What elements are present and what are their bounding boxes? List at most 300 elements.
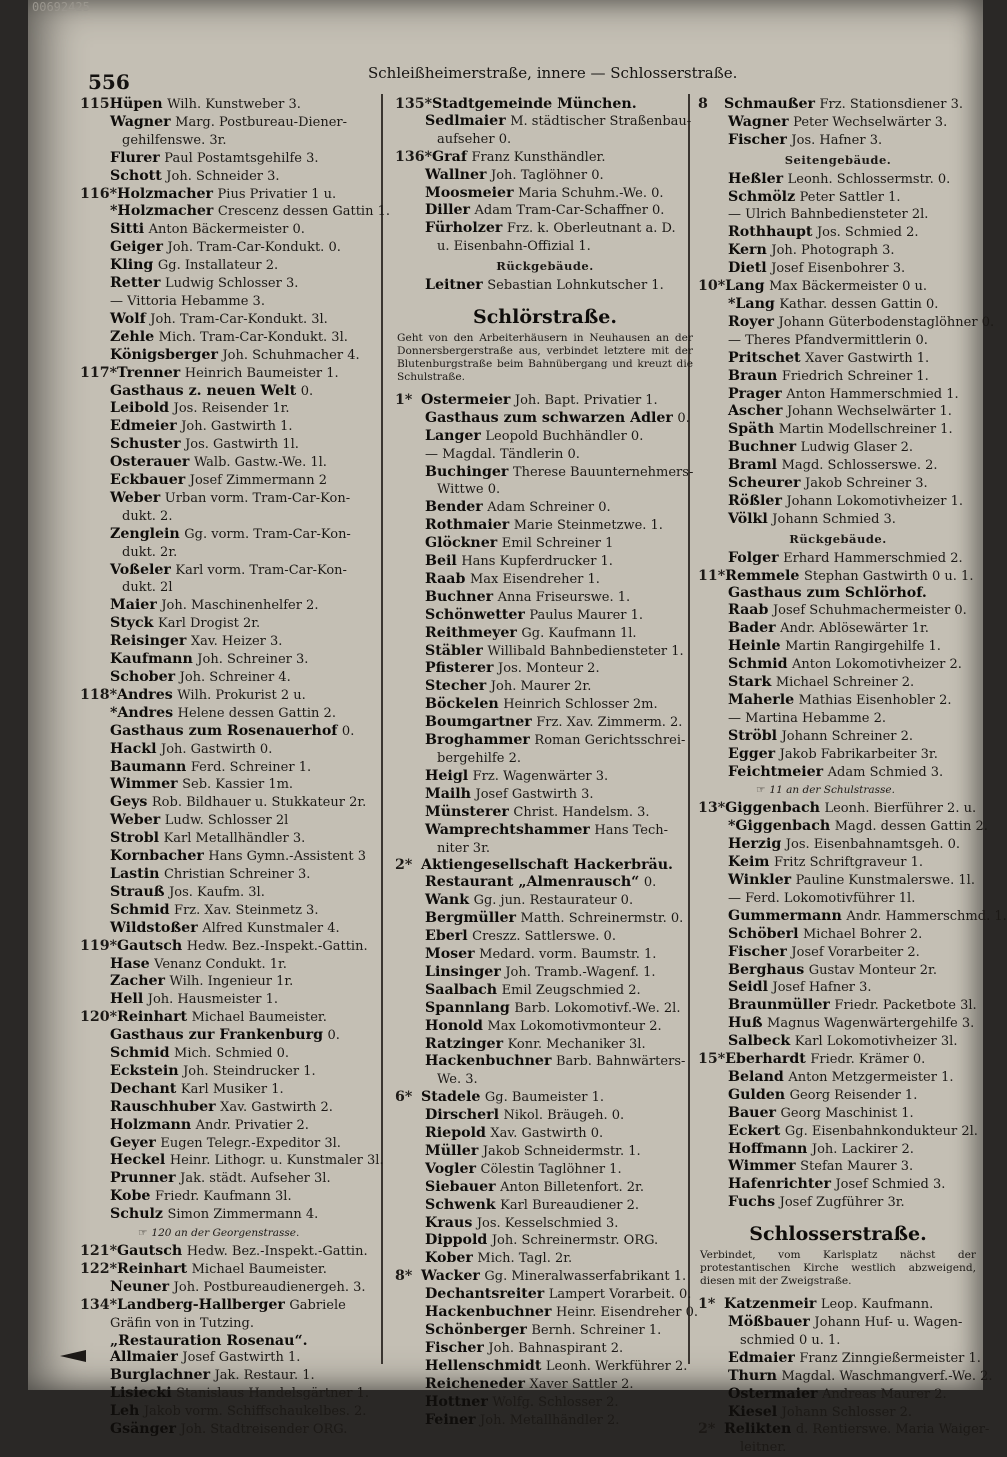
resident-details: Rob. Bildhauer u. Stukkateur 2r. — [151, 795, 367, 811]
resident-name: Maherle — [728, 691, 795, 708]
directory-entry — [698, 403, 978, 421]
resident-details: Ludwig Glaser 2. — [800, 440, 914, 456]
directory-entry — [698, 800, 978, 818]
resident-name: Bader — [728, 620, 776, 637]
directory-entry — [80, 257, 402, 275]
resident-details: Ludwig Schlosser 3. — [164, 276, 299, 292]
directory-entry — [80, 776, 402, 794]
resident-details: Willibald Bahnbediensteter 1. — [487, 643, 684, 659]
resident-name: Leitner — [425, 277, 483, 294]
resident-name: Bauer — [728, 1104, 777, 1121]
house-number: 120* — [80, 1009, 118, 1026]
directory-entry — [80, 1188, 402, 1206]
resident-name: Bender — [425, 499, 483, 516]
resident-details: Urban vorm. Tram-Car-Kon- — [164, 490, 351, 506]
directory-entry — [698, 1332, 978, 1350]
resident-details: Jak. Restaur. 1. — [214, 1368, 315, 1384]
note-text: 11 an der Schulstrasse. — [769, 784, 895, 797]
resident-name: Holzmann — [110, 1116, 192, 1133]
directory-entry — [80, 1297, 402, 1315]
resident-details: Josef Gastwirth 1. — [182, 1350, 301, 1366]
directory-entry — [698, 1386, 978, 1404]
resident-name: Bergmüller — [425, 910, 517, 927]
resident-details: Johann Schlosser 2. — [781, 1404, 913, 1420]
resident-details: Roman Gerichtsschrei- — [534, 733, 686, 749]
page-number: 556 — [88, 70, 130, 94]
resident-details: Gg. jun. Restaurateur 0. — [473, 893, 634, 909]
resident-name: Wacker — [421, 1268, 480, 1285]
directory-entry — [80, 1385, 402, 1403]
resident-details: Joh. Gastwirth 1. — [181, 419, 293, 435]
resident-name: Geiger — [110, 239, 163, 256]
scan-id: 00692425 — [32, 0, 90, 14]
resident-details: Joh. Photograph 3. — [771, 243, 895, 259]
directory-entry — [395, 446, 695, 464]
resident-details: Emil Zeugschmied 2. — [501, 982, 641, 998]
resident-details: d. Rentierswe. Maria Waiger- — [795, 1422, 990, 1438]
resident-name: Holzmacher — [117, 185, 214, 202]
directory-entry — [395, 238, 695, 256]
resident-details: Jos. Gastwirth 1l. — [185, 437, 299, 453]
resident-details: 0. — [300, 383, 314, 399]
resident-details: Wolfg. Schlosser 2. — [492, 1394, 619, 1410]
resident-name: Katzenmeir — [724, 1296, 817, 1313]
resident-details: Friedrich Schreiner 1. — [781, 368, 929, 384]
directory-entry — [80, 1135, 402, 1153]
resident-details: Leonh. Werkführer 2. — [545, 1358, 688, 1374]
resident-details: Mathias Eisenhobler 2. — [798, 692, 952, 708]
resident-name: Scheurer — [728, 475, 801, 492]
directory-entry — [80, 221, 402, 239]
directory-entry — [80, 687, 402, 705]
cross-reference-note — [80, 1225, 402, 1242]
directory-entry — [395, 571, 695, 589]
resident-details: Hans Tech- — [594, 822, 669, 838]
directory-entry — [698, 132, 978, 150]
directory-entry — [395, 1089, 695, 1107]
directory-entry — [395, 643, 695, 661]
directory-entry — [698, 674, 978, 692]
directory-entry — [395, 910, 695, 928]
resident-name: Gulden — [728, 1086, 786, 1103]
resident-details: Jakob Fabrikarbeiter 3r. — [779, 746, 938, 762]
directory-entry — [698, 997, 978, 1015]
directory-entry — [395, 1143, 695, 1161]
resident-details: leitner. — [740, 1440, 787, 1456]
resident-name: Andres — [117, 686, 173, 703]
directory-entry — [80, 794, 402, 812]
resident-details: Leonh. Bierführer 2. u. — [824, 801, 977, 817]
house-number: 122* — [80, 1260, 118, 1277]
resident-name: Braunmüller — [728, 997, 830, 1014]
resident-name: Pritschet — [728, 349, 801, 366]
directory-entry — [80, 830, 402, 848]
directory-entry — [395, 964, 695, 982]
directory-entry — [395, 874, 695, 892]
directory-entry — [395, 1232, 695, 1250]
resident-name: Kling — [110, 257, 154, 274]
resident-name: Schönwetter — [425, 606, 525, 623]
resident-details: Leopold Buchhändler 0. — [485, 428, 644, 444]
directory-entry — [395, 113, 695, 131]
resident-name: Rothhaupt — [728, 224, 813, 241]
directory-entry — [395, 1286, 695, 1304]
resident-details: Johann Schmied 3. — [772, 511, 896, 527]
resident-name: Strobl — [110, 830, 160, 847]
cross-reference-note — [698, 782, 978, 799]
directory-entry — [395, 857, 695, 874]
resident-name: Rößler — [728, 492, 782, 509]
resident-details: Sebastian Lohnkutscher 1. — [487, 278, 664, 294]
house-number: 135* — [395, 96, 433, 112]
directory-entry — [698, 585, 978, 602]
resident-name: Stadele — [421, 1089, 481, 1106]
resident-details: Simon Zimmermann 4. — [167, 1207, 319, 1223]
house-number: 121* — [80, 1243, 118, 1259]
directory-entry — [698, 1194, 978, 1212]
resident-name: Wildstoßer — [110, 919, 198, 936]
resident-name: Ratzinger — [425, 1035, 504, 1052]
directory-entry — [80, 526, 402, 544]
resident-name: Müller — [425, 1142, 479, 1159]
resident-name: Leibold — [110, 400, 170, 417]
column-left — [80, 96, 402, 1439]
directory-entry — [80, 633, 402, 651]
resident-name: Buchner — [425, 588, 494, 605]
resident-details: Georg Maschinist 1. — [780, 1105, 914, 1121]
directory-entry — [698, 979, 978, 997]
directory-entry — [395, 517, 695, 535]
resident-details: Johann Güterbodenstaglöhner 0. — [778, 314, 995, 330]
resident-details: Joh. Metallhändler 2. — [480, 1412, 620, 1428]
resident-name: Wank — [425, 892, 470, 909]
resident-details: Franz Zinngießermeister 1. — [799, 1350, 981, 1366]
column-right — [698, 96, 1007, 1457]
resident-name: Kobe — [110, 1188, 151, 1205]
directory-entry — [80, 168, 402, 186]
directory-entry — [395, 750, 695, 768]
directory-entry — [698, 1176, 978, 1194]
resident-name: Sitti — [110, 221, 145, 238]
resident-details: Jakob Schneidermstr. 1. — [482, 1143, 641, 1159]
resident-name: Gsänger — [110, 1421, 177, 1438]
resident-details: Stefan Maurer 3. — [800, 1159, 914, 1175]
resident-details: Erhard Hammerschmied 2. — [783, 550, 963, 566]
resident-name: Royer — [728, 313, 774, 330]
resident-name: Gasthaus zum schwarzen Adler — [425, 409, 673, 426]
resident-details: 0. — [327, 1028, 340, 1044]
resident-details: Anton Metzgermeister 1. — [788, 1069, 954, 1085]
resident-name: Landberg-Hallberger — [117, 1296, 285, 1313]
resident-name: Beland — [728, 1068, 784, 1085]
resident-name: Flurer — [110, 149, 160, 166]
directory-entry — [698, 457, 978, 475]
directory-entry — [698, 602, 978, 620]
directory-entry — [80, 1063, 402, 1081]
resident-details: Josef Hafner 3. — [772, 980, 872, 996]
directory-entry — [698, 1439, 978, 1457]
resident-name: Kraus — [425, 1214, 473, 1231]
directory-entry — [395, 625, 695, 643]
directory-entry — [698, 1296, 978, 1314]
resident-details: Andr. Privatier 2. — [195, 1117, 309, 1133]
directory-entry — [80, 991, 402, 1009]
resident-details: — Theres Pfandvermittlerin 0. — [728, 332, 928, 348]
resident-details: Walb. Gastw.-We. 1l. — [193, 455, 327, 471]
resident-details: M. städtischer Straßenbau- — [510, 113, 692, 129]
resident-name: Geyer — [110, 1134, 156, 1151]
resident-details: Karl Bureaudiener 2. — [500, 1197, 640, 1213]
directory-entry — [698, 368, 978, 386]
resident-name: Königsberger — [110, 346, 218, 363]
resident-details: Bernh. Schreiner 1. — [531, 1323, 662, 1338]
resident-details: u. Eisenbahn-Offizial 1. — [437, 239, 591, 255]
directory-entry — [80, 759, 402, 777]
directory-entry — [395, 535, 695, 553]
resident-details: Friedr. Kaufmann 3l. — [154, 1189, 292, 1205]
directory-entry — [395, 768, 695, 786]
resident-name: Schober — [110, 669, 176, 685]
resident-details: Paulus Maurer 1. — [529, 607, 644, 623]
resident-name: Hase — [110, 955, 150, 972]
house-number: 118* — [80, 686, 118, 703]
resident-details: Joh. Schneider 3. — [166, 168, 280, 184]
resident-name: Ostermeier — [421, 391, 511, 408]
directory-entry — [80, 1045, 402, 1063]
resident-name: Baumann — [110, 758, 187, 775]
directory-entry — [395, 1000, 695, 1018]
column-middle — [395, 96, 698, 1429]
resident-details: Hans Gymn.-Assistent 3 — [208, 849, 367, 865]
resident-details: Cölestin Taglöhner 1. — [480, 1161, 622, 1177]
directory-entry — [698, 818, 988, 836]
resident-details: Jos. Monteur 2. — [498, 661, 600, 677]
resident-details: Magnus Wagenwärtergehilfe 3. — [767, 1016, 975, 1032]
resident-details: Joh. Maschinenhelfer 2. — [161, 598, 319, 614]
directory-entry — [395, 131, 695, 149]
resident-details: We. 3. — [437, 1072, 478, 1088]
directory-entry — [698, 1015, 978, 1033]
resident-details: Johann Huf- u. Wagen- — [814, 1315, 963, 1330]
resident-details: Joh. Bapt. Privatier 1. — [514, 392, 658, 408]
resident-details: Joh. Taglöhner 0. — [491, 167, 604, 183]
directory-entry — [80, 938, 402, 956]
resident-details: Joh. Schreiner 3. — [197, 652, 309, 668]
resident-details: Medard. vorm. Baumstr. 1. — [479, 946, 657, 962]
resident-details: Heinr. Lithogr. u. Kunstmaler 3l. — [169, 1153, 384, 1169]
resident-details: Joh. Schreiner 4. — [179, 670, 291, 685]
resident-details: Pius Privatier 1 u. — [217, 186, 337, 202]
resident-details: Matth. Schreinermstr. 0. — [520, 911, 684, 927]
resident-name: Münsterer — [425, 803, 509, 820]
resident-name: Trenner — [117, 364, 181, 381]
resident-name: Schmölz — [728, 188, 796, 205]
resident-name: Wolf — [110, 310, 146, 327]
resident-name: Dechant — [110, 1080, 177, 1097]
resident-name: Hellenschmidt — [425, 1357, 542, 1374]
directory-entry — [80, 472, 402, 490]
resident-name: Fuchs — [728, 1194, 776, 1211]
directory-entry — [395, 1304, 698, 1322]
resident-name: Aktiengesellschaft Hackerbräu. — [421, 857, 674, 874]
resident-details: — Magdal. Tändlerin 0. — [425, 446, 580, 462]
house-number: 8* — [395, 1268, 413, 1285]
house-number: 10* — [698, 278, 726, 295]
directory-entry — [698, 1421, 990, 1439]
resident-name: Reithmeyer — [425, 624, 517, 641]
directory-entry — [698, 421, 978, 439]
resident-details: Eugen Telegr.-Expeditor 3l. — [160, 1135, 341, 1151]
resident-name: Linsinger — [425, 963, 501, 980]
resident-details: Stephan Gastwirth 0 u. 1. — [803, 568, 974, 584]
resident-name: Schulz — [110, 1206, 163, 1223]
resident-name: Braun — [728, 367, 778, 384]
directory-entry — [395, 149, 695, 167]
resident-name: Gautsch — [117, 937, 183, 954]
resident-name: Retter — [110, 275, 161, 292]
resident-details: Gg. Eisenbahnkondukteur 2l. — [784, 1123, 978, 1139]
resident-details: Joh. Stadtreisender ORG. — [180, 1422, 348, 1438]
directory-entry — [80, 1333, 402, 1350]
resident-details: Therese Bauunternehmers- — [512, 464, 694, 480]
directory-entry — [395, 220, 695, 238]
resident-name: *Lang — [728, 295, 775, 312]
resident-details: Konr. Mechaniker 3l. — [507, 1036, 646, 1052]
directory-entry — [80, 347, 402, 365]
directory-entry — [80, 544, 402, 562]
directory-entry — [698, 728, 978, 746]
resident-name: Geys — [110, 794, 148, 811]
resident-name: Huß — [728, 1015, 763, 1032]
directory-entry — [395, 589, 695, 607]
resident-details: Marie Steinmetzwe. 1. — [513, 518, 663, 534]
resident-details: Hedw. Bez.-Inspekt.-Gattin. — [186, 1244, 368, 1259]
resident-details: Anna Friseurswe. 1. — [497, 589, 631, 605]
directory-entry — [395, 277, 695, 295]
directory-entry — [80, 902, 402, 920]
resident-details: Paul Postamtsgehilfe 3. — [164, 150, 319, 166]
directory-entry — [698, 242, 978, 260]
directory-entry — [80, 329, 402, 347]
resident-details: Hans Kupferdrucker 1. — [461, 554, 613, 570]
directory-entry — [80, 1367, 402, 1385]
resident-name: Gasthaus zur Frankenburg — [110, 1027, 323, 1044]
resident-details: Johann Schreiner 2. — [781, 728, 914, 744]
resident-details: Joh. Gastwirth 0. — [160, 741, 273, 757]
resident-name: Reisinger — [110, 633, 187, 650]
resident-name: Hottner — [425, 1393, 488, 1410]
resident-details: schmied 0 u. 1. — [740, 1332, 841, 1348]
resident-name: Hell — [110, 991, 144, 1008]
house-number: 1* — [698, 1296, 716, 1313]
resident-details: Joh. Schreinermstr. ORG. — [491, 1233, 659, 1249]
resident-details: Xav. Gastwirth 0. — [490, 1126, 604, 1142]
resident-name: Weber — [110, 812, 161, 829]
resident-details: Michael Schreiner 2. — [775, 675, 915, 690]
resident-name: Allmaier — [110, 1349, 178, 1366]
house-number: 115 — [80, 96, 110, 112]
resident-details: Joh. Tram-Car-Kondukt. 3l. — [150, 311, 328, 327]
resident-name: Ströbl — [728, 727, 778, 744]
directory-entry — [395, 1358, 695, 1376]
resident-details: Max Bäckermeister 0 u. — [769, 279, 928, 295]
resident-details: Karl Musiker 1. — [180, 1081, 284, 1097]
resident-details: Josef Zugführer 3r. — [779, 1195, 905, 1211]
directory-entry — [698, 638, 978, 656]
resident-name: Relikten — [724, 1421, 792, 1438]
directory-entry — [395, 840, 695, 858]
street-description: Geht von den Arbeiterhäusern in Neuhausen an der Donnersbergerstraße aus, verbindet letztere mit der Blutenburgstraße beim Bahnübergang und kreuzt die Schulstraße. — [397, 331, 693, 383]
resident-details: Joh. Lackirer 2. — [811, 1141, 914, 1157]
directory-entry — [80, 723, 402, 741]
directory-entry — [698, 710, 978, 728]
resident-details: Kathar. dessen Gattin 0. — [779, 296, 939, 312]
resident-name: *Giggenbach — [728, 818, 831, 835]
directory-entry — [698, 475, 978, 493]
directory-entry — [80, 1403, 402, 1421]
resident-name: Seidl — [728, 979, 768, 996]
resident-name: Weber — [110, 489, 161, 506]
directory-entry — [395, 786, 695, 804]
directory-entry — [80, 454, 402, 472]
resident-details: Karl vorm. Tram-Car-Kon- — [175, 562, 347, 578]
resident-details: dukt. 2. — [122, 508, 173, 524]
resident-details: Jos. Reisender 1r. — [173, 401, 290, 417]
resident-details: Wilh. Ingenieur 1r. — [169, 974, 294, 990]
resident-details: Christian Schreiner 3. — [163, 866, 311, 882]
resident-name: Winkler — [728, 871, 792, 888]
building-subheading: Rückgebäude. — [789, 531, 887, 546]
resident-name: Maier — [110, 597, 157, 614]
resident-name: Moosmeier — [425, 184, 514, 201]
resident-name: Lisiecki — [110, 1385, 172, 1402]
resident-name: Moser — [425, 945, 475, 962]
resident-name: Keim — [728, 854, 770, 871]
resident-name: Hüpen — [109, 96, 163, 112]
resident-name: Reinhart — [117, 1260, 188, 1277]
resident-details: Joh. Maurer 2r. — [490, 679, 592, 695]
resident-details: Johann Lokomotivheizer 1. — [786, 493, 964, 509]
directory-entry — [698, 332, 978, 350]
resident-details: Anton Lokomotivheizer 2. — [792, 657, 962, 673]
directory-entry — [80, 1009, 402, 1027]
resident-name: Osterauer — [110, 454, 190, 471]
directory-entry — [395, 1376, 695, 1394]
resident-name: Dirscherl — [425, 1107, 499, 1124]
resident-details: Nikol. Bräugeh. 0. — [503, 1108, 625, 1124]
resident-details: Wilh. Prokurist 2 u. — [177, 687, 306, 703]
house-number: 136* — [395, 148, 433, 165]
directory-entry — [395, 1268, 695, 1286]
directory-entry — [395, 696, 695, 714]
resident-name: Heigl — [425, 767, 469, 784]
directory-entry — [80, 848, 402, 866]
directory-entry — [80, 973, 402, 991]
resident-name: Stecher — [425, 678, 487, 695]
resident-details: Barb. Bahnwärters- — [555, 1054, 686, 1070]
directory-entry — [80, 1170, 402, 1188]
resident-name: Schuster — [110, 436, 181, 453]
resident-name: Wimmer — [110, 776, 178, 793]
resident-details: — Ulrich Bahnbediensteter 2l. — [728, 207, 929, 223]
directory-entry — [395, 1340, 695, 1358]
resident-details: Andreas Maurer 2. — [822, 1386, 947, 1402]
resident-name: Kober — [425, 1250, 473, 1267]
directory-entry — [698, 1141, 978, 1159]
street-heading: Schlosserstraße. — [749, 1223, 927, 1246]
resident-name: Giggenbach — [725, 800, 820, 817]
directory-entry — [698, 350, 978, 368]
